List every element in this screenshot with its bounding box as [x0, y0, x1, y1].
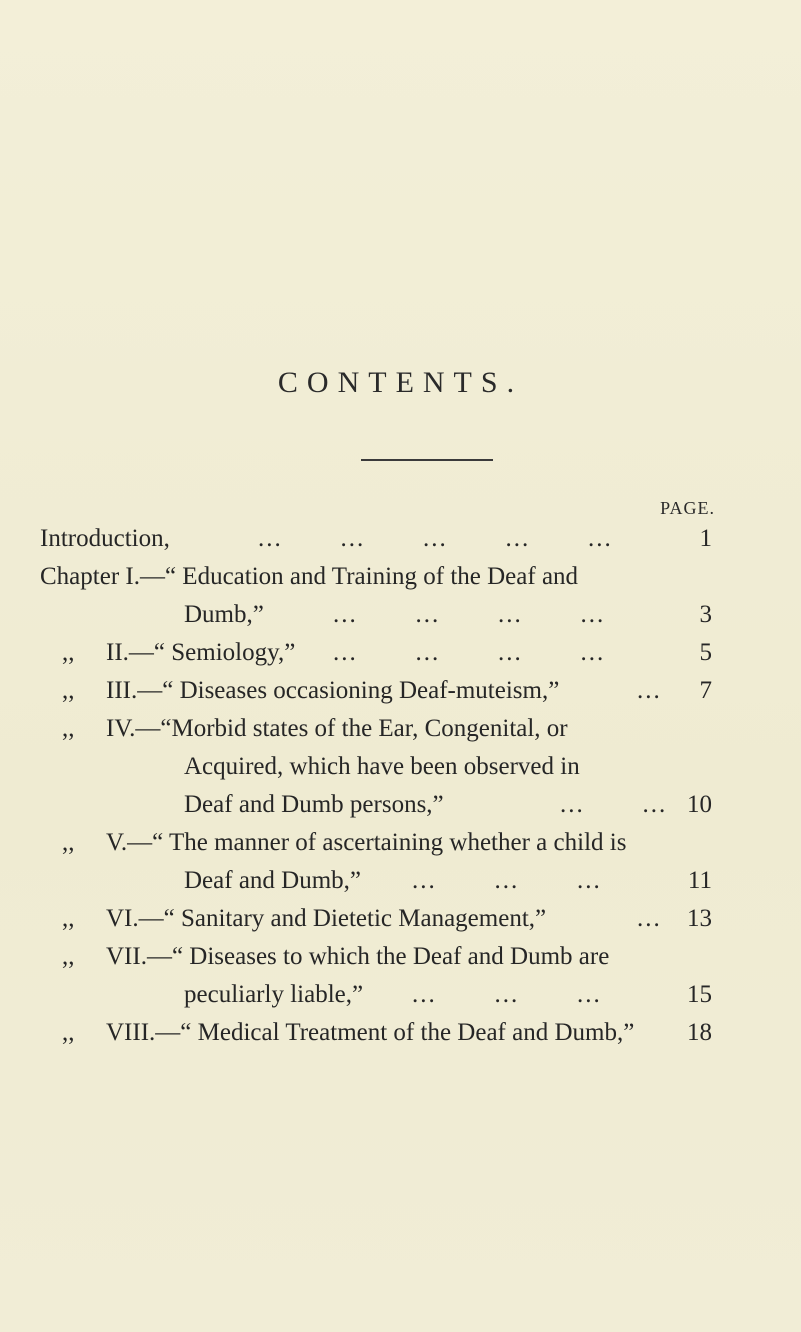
- page-number: 18: [687, 1019, 712, 1046]
- ditto-mark: ,,: [62, 1019, 75, 1046]
- leader-dots: ... ... ... ...: [333, 639, 606, 666]
- leader-dots: ... ...: [560, 791, 668, 818]
- ditto-mark: ,,: [62, 677, 75, 704]
- toc-entry-chapter-4-cont: Acquired, which have been observed in: [184, 753, 580, 780]
- page-number: 13: [687, 905, 712, 932]
- page-number: 7: [699, 677, 712, 704]
- ditto-mark: ,,: [62, 639, 75, 666]
- toc-entry-chapter-2: II.—“ Semiology,”: [106, 639, 296, 666]
- leader-dots: ...: [637, 905, 662, 932]
- toc-entry-chapter-3: III.—“ Diseases occasioning Deaf-muteism,”: [106, 677, 560, 704]
- toc-entry-chapter-7: VII.—“ Diseases to which the Deaf and Dumb are: [106, 943, 610, 970]
- toc-entry-chapter-6: VI.—“ Sanitary and Dietetic Management,”: [106, 905, 547, 932]
- page-number: 1: [699, 525, 712, 552]
- page-number: 10: [687, 791, 712, 818]
- toc-entry-introduction: Introduction,: [40, 525, 170, 552]
- contents-heading: CONTENTS.: [277, 366, 524, 399]
- page-number: 15: [687, 981, 712, 1008]
- leader-dots: ... ... ... ... ...: [258, 525, 613, 552]
- toc-entry-chapter-8: VIII.—“ Medical Treatment of the Deaf and Dumb,”: [106, 1019, 635, 1046]
- toc-entry-chapter-5: V.—“ The manner of ascertaining whether a child is: [106, 829, 627, 856]
- leader-dots: ...: [637, 677, 662, 704]
- page-column-label: PAGE.: [660, 498, 715, 518]
- page-number: 5: [699, 639, 712, 666]
- ditto-mark: ,,: [62, 715, 75, 742]
- toc-entry-chapter-7-cont: peculiarly liable,”: [184, 981, 364, 1008]
- toc-entry-chapter-4-cont: Deaf and Dumb persons,”: [184, 791, 444, 818]
- leader-dots: ... ... ...: [412, 867, 602, 894]
- toc-entry-chapter-1-cont: Dumb,”: [184, 601, 264, 628]
- heading-rule: [361, 459, 493, 461]
- toc-entry-chapter-5-cont: Deaf and Dumb,”: [184, 867, 362, 894]
- leader-dots: ... ... ...: [412, 981, 602, 1008]
- ditto-mark: ,,: [62, 943, 75, 970]
- ditto-mark: ,,: [62, 905, 75, 932]
- ditto-mark: ,,: [62, 829, 75, 856]
- page-number: 11: [687, 867, 712, 894]
- toc-entry-chapter-1: Chapter I.—“ Education and Training of the Deaf and: [40, 563, 579, 590]
- page-number: 3: [699, 601, 712, 628]
- toc-entry-chapter-4: IV.—“Morbid states of the Ear, Congenital, or: [106, 715, 568, 742]
- leader-dots: ... ... ... ...: [333, 601, 606, 628]
